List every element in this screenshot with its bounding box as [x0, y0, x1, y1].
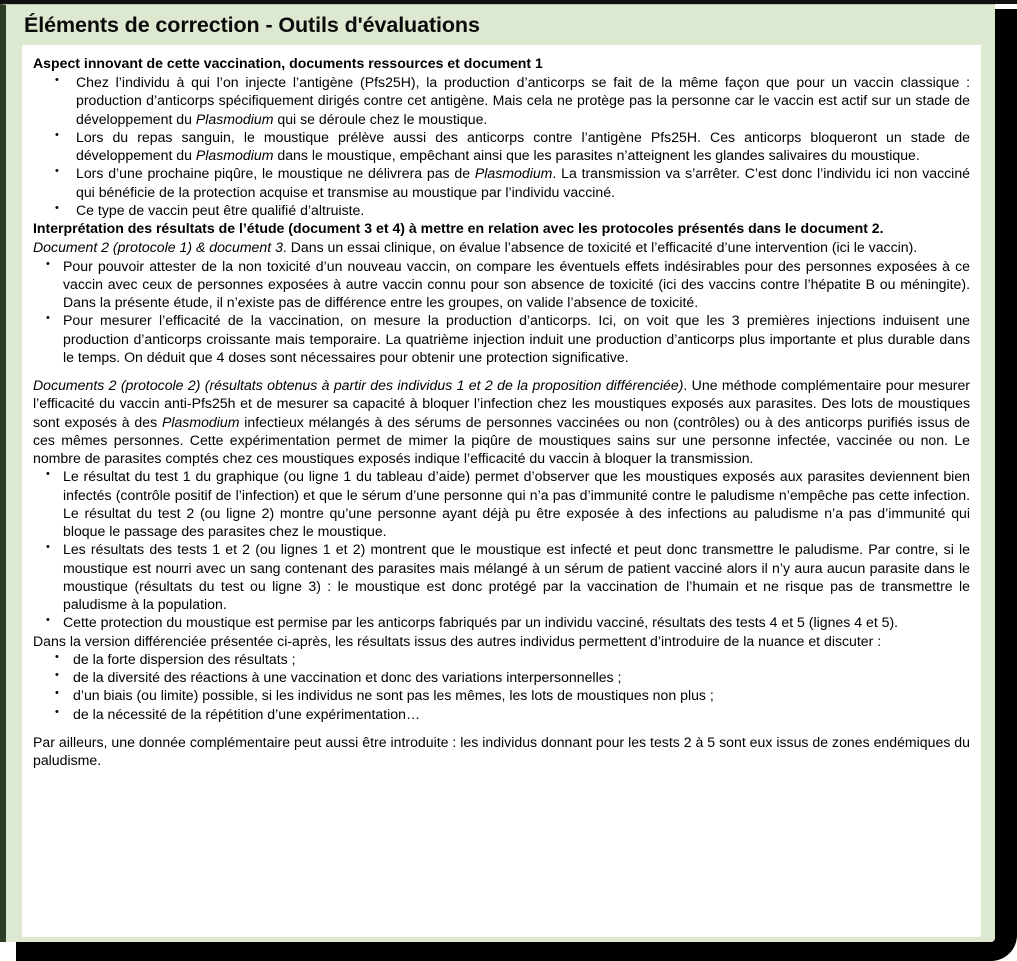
list-item: • Pour mesurer l’efficacité de la vaccination, on mesure la production d’anticorps. Ici, on voit que les 3 premières injections induisent une production d’anticorps croissante mais temporaire. La quatrième injection induit une production d’anticorps plus importante et plus durable dans le temps. On déduit que 4 doses sont nécessaires pour obtenir une protection significative. [33, 311, 970, 366]
section-1-heading: Aspect innovant de cette vaccination, documents ressources et document 1 [33, 54, 543, 71]
correction-panel [0, 4, 995, 942]
list-item: • Lors d’une prochaine piqûre, le moustique ne délivrera pas de Plasmodium. La transmission va s’arrêter. C’est donc l’individu ici non vacciné qui bénéficie de la protection acquise et transmise au moustique par l’individu vacciné. [33, 164, 970, 201]
list-item: • Cette protection du moustique est permise par les anticorps fabriqués par un individu vacciné, résultats des tests 4 et 5 (lignes 4 et 5). [33, 613, 970, 631]
content-card [22, 45, 981, 937]
section-4-lead: Dans la version différenciée présentée ci-après, les résultats issus des autres individus permettent d’introduire de la nuance et discuter : [33, 632, 882, 649]
list-item: • Ce type de vaccin peut être qualifié d’altruiste. [33, 201, 970, 219]
list-item: • de la diversité des réactions à une vaccination et donc des variations interpersonnelles ; [33, 668, 970, 686]
list-item: • de la forte dispersion des résultats ; [33, 650, 970, 668]
italic-term: Plasmodium [161, 413, 240, 430]
panel-header [6, 5, 995, 45]
section-4-bullet-list [33, 650, 970, 723]
italic-term: Plasmodium [195, 110, 274, 127]
italic-term: Documents 2 (protocole 2) (résultats obtenus à partir des individus 1 et 2 de la proposition différenciée) [33, 377, 684, 394]
section-4-closing: Par ailleurs, une donnée complémentaire peut aussi être introduite : les individus donnant pour les tests 2 à 5 sont eux issus de zones endémiques du paludisme. [33, 733, 970, 769]
italic-term: Plasmodium [474, 165, 553, 182]
italic-term: Document 2 (protocole 1) & document 3 [33, 239, 283, 256]
list-item: • Chez l’individu à qui l’on injecte l’antigène (Pfs25H), la production d’anticorps se fait de la même façon que pour un vaccin classique : production d’anticorps spécifiquement dirigés contre cet antigène. Mais cela ne protège pas la personne car le vaccin est actif sur un stade de développement du Plasmodium qui se déroule chez le moustique. [33, 73, 970, 128]
italic-term: Plasmodium [195, 147, 274, 164]
list-item: • Pour pouvoir attester de la non toxicité d’un nouveau vaccin, on compare les éventuels effets indésirables pour des personnes exposées à ce vaccin avec ceux de personnes exposées à autre vaccin connu pour son absence de toxicité (ici des vaccins contre l’hépatite B ou méningite). Dans la présente étude, il n’existe pas de différence entre les groupes, on valide l’absence de toxicité. [33, 257, 970, 312]
section-2-heading: Interprétation des résultats de l’étude (document 3 et 4) à mettre en relation avec les protocoles présentés dans le document 2. [33, 220, 884, 237]
list-item: • Le résultat du test 1 du graphique (ou ligne 1 du tableau d’aide) permet d’observer que les moustiques exposés aux parasites deviennent bien infectés (contrôle positif de l’infection) et que le sérum d’une personne qui n’a pas d’immunité contre le paludisme n’empêche pas cette infection. Le résultat du test 2 (ou ligne 2) montre qu’une personne ayant déjà pu être exposée à des infections au paludisme n’a pas d’immunité qui bloque le passage des parasites chez le moustique. [33, 467, 970, 540]
section-2-bullet-list [33, 257, 970, 367]
list-item: • Lors du repas sanguin, le moustique prélève aussi des anticorps contre l’antigène Pfs25H. Ces anticorps bloqueront un stade de développement du Plasmodium dans le moustique, empêchant ainsi que les parasites n’atteignent les glandes salivaires du moustique. [33, 128, 970, 165]
list-item: • d’un biais (ou limite) possible, si les individus ne sont pas les mêmes, les lots de moustiques non plus ; [33, 686, 970, 704]
section-2-intro: Document 2 (protocole 1) & document 3. Dans un essai clinique, on évalue l’absence de toxicité et l’efficacité d’une intervention (ici le vaccin). [33, 239, 918, 256]
section-3-bullet-list [33, 467, 970, 631]
list-item: • de la nécessité de la répétition d’une expérimentation… [33, 705, 970, 723]
list-item: • Les résultats des tests 1 et 2 (ou lignes 1 et 2) montrent que le moustique est infecté et peut donc transmettre le paludisme. Par contre, si le moustique est nourri avec un sang contenant des parasites mais mélangé à un sérum de patient vacciné alors il n’y aura aucun parasite dans le moustique (résultats du test ou ligne 3) : le moustique est donc protégé par la vaccination de l’humain et ne risque pas de transmettre le paludisme à la population. [33, 540, 970, 613]
section-3-intro: Documents 2 (protocole 2) (résultats obtenus à partir des individus 1 et 2 de la proposition différenciée). Une méthode complémentaire pour mesurer l’efficacité du vaccin anti-Pfs25h et de mesurer sa capacité à bloquer l’infection chez les moustiques exposés aux parasites. Des lots de moustiques sont exposés à des Plasmodium infectieux mélangés à des sérums de personnes vaccinées ou non (contrôles) ou à des anticorps purifiés issus de ces mêmes personnes. Cette expérimentation permet de mimer la piqûre de moustiques sains sur une personne infectée, vaccinée ou non. Le nombre de parasites comptés chez ces moustiques exposés indique l’efficacité du vaccin à bloquer la transmission. [33, 377, 971, 467]
section-1-bullet-list [33, 73, 970, 219]
page-title: Éléments de correction - Outils d'évaluations [24, 13, 480, 37]
